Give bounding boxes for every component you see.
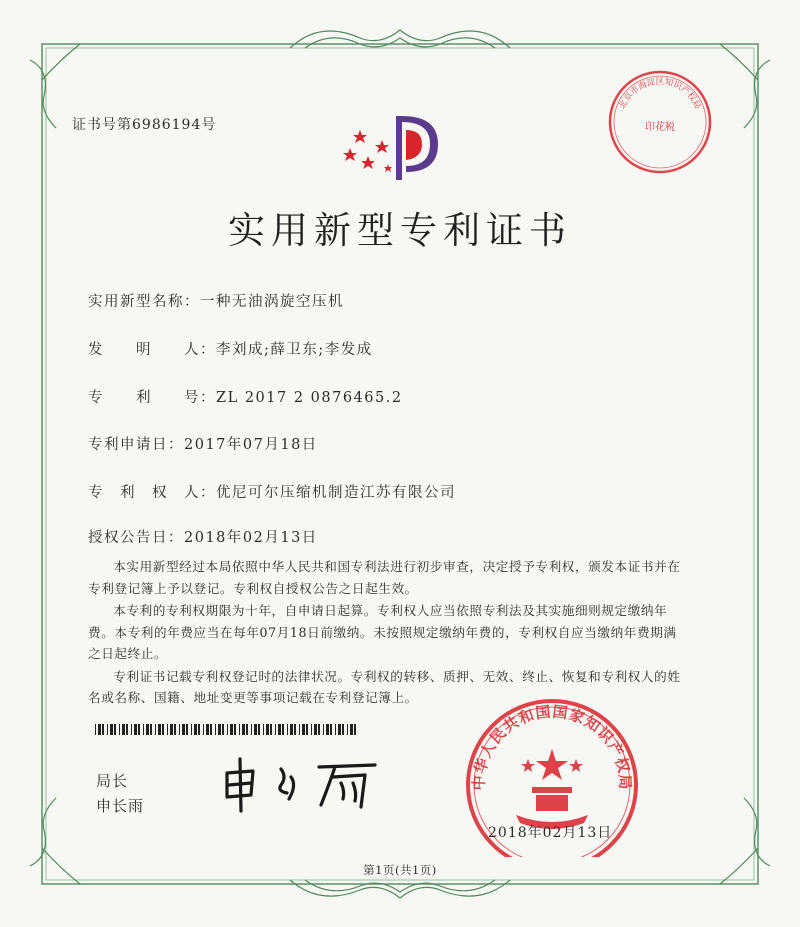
director-signature [215, 755, 395, 815]
field-grant-date [88, 526, 318, 547]
certificate-body [88, 556, 688, 710]
field-label: 专 利 权 人： [88, 485, 216, 501]
field-label: 专 利 号： [88, 390, 216, 406]
field-application-date [88, 433, 318, 454]
certificate-title: 实用新型专利证书 [228, 209, 572, 252]
director-name: 申长雨 [96, 797, 145, 815]
field-label: 实用新型名称： [88, 294, 200, 310]
field-value: 优尼可尔压缩机制造江苏有限公司 [216, 485, 456, 501]
field-utility-model-name [88, 290, 344, 311]
certificate-number: 证书号第6986194号 [72, 117, 217, 133]
field-value: 李刘成;薛卫东;李发成 [216, 342, 373, 358]
field-value: ZL 2017 2 0876465.2 [216, 390, 403, 406]
svg-text:中华人民共和国国家知识产权局 [470, 703, 634, 791]
field-label: 专利申请日： [88, 437, 184, 453]
field-patentee [88, 481, 456, 502]
small-seal-text: 北京市海淀区知识产权局 [617, 77, 703, 111]
patent-office-logo-icon [330, 108, 460, 188]
issue-date: 2018年02月13日 [488, 825, 613, 841]
field-label: 授权公告日： [88, 530, 184, 546]
body-paragraph: 本实用新型经过本局依照中华人民共和国专利法进行初步审查，决定授予专利权，颁发本证书并在专利登记簿上予以登记。专利权自授权公告之日起生效。 [88, 559, 681, 596]
barcode-icon [95, 724, 357, 735]
body-paragraph: 本专利的专利权期限为十年，自申请日起算。专利权人应当依照专利法及其实施细则规定缴纳年费。本专利的年费应当在每年07月18日前缴纳。未按照规定缴纳年费的，专利权自应当缴纳年费期满之日起终止。 [88, 603, 677, 661]
page-number: 第1页(共1页) [363, 863, 437, 877]
field-value: 2018年02月13日 [184, 530, 318, 546]
field-value: 一种无油涡旋空压机 [200, 294, 344, 310]
small-seal-inner-text: 印花税 [645, 122, 675, 133]
tax-stamp-seal [604, 66, 716, 178]
field-patent-number [88, 386, 403, 407]
seal-text: 中华人民共和国国家知识产权局 [469, 702, 635, 791]
field-value: 2017年07月18日 [184, 437, 318, 453]
field-inventors [88, 338, 373, 359]
body-paragraph: 专利证书记载专利权登记时的法律状况。专利权的转移、质押、无效、终止、恢复和专利权人的姓名或名称、国籍、地址变更等事项记载在专利登记簿上。 [88, 668, 681, 705]
director-title: 局长 [96, 772, 129, 790]
field-label: 发 明 人： [88, 342, 216, 358]
